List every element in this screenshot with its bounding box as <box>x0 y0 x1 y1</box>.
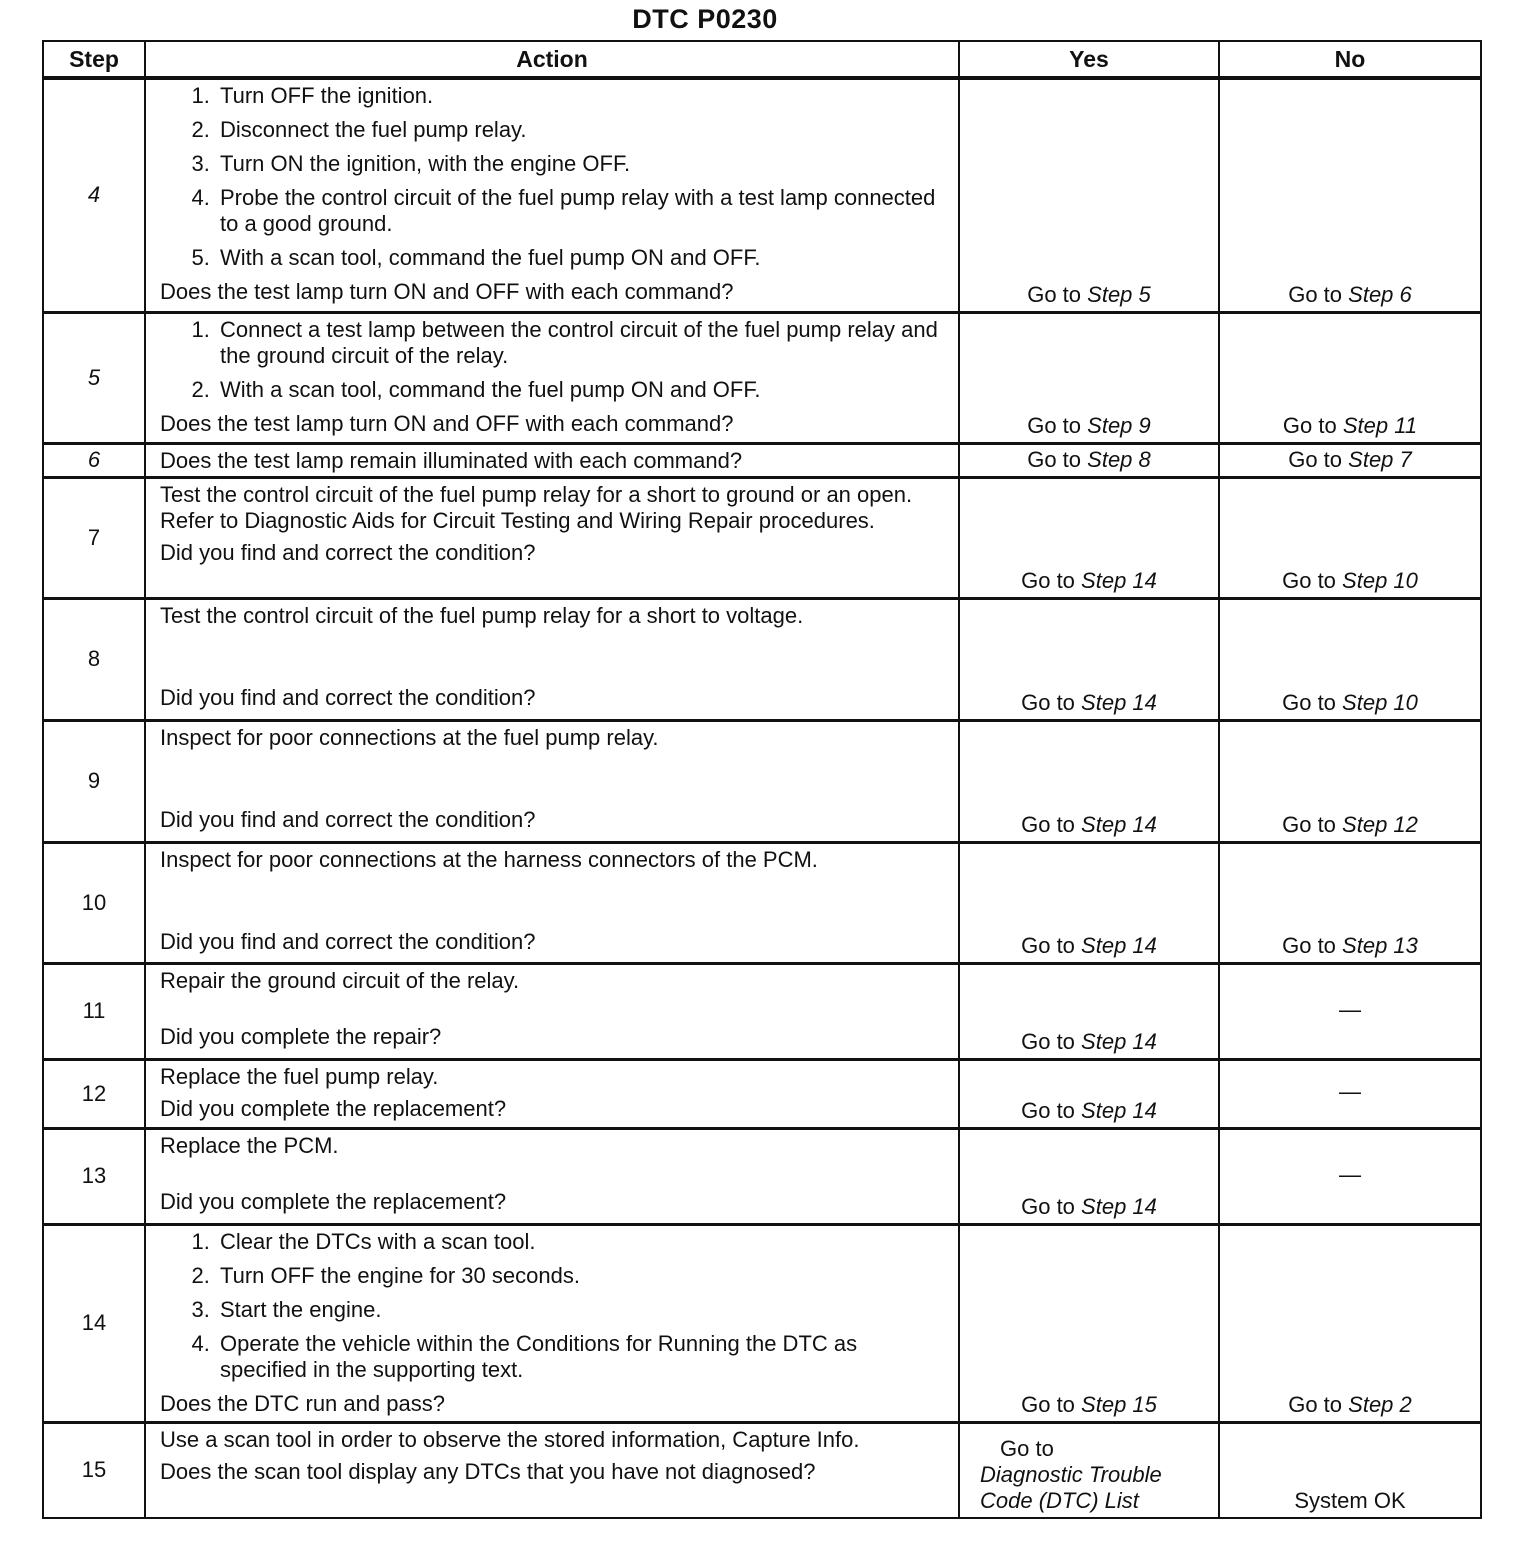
yes-step-link[interactable]: Step 5 <box>1087 281 1151 307</box>
action-cell <box>145 842 959 963</box>
action-cell <box>145 477 959 598</box>
action-cell <box>145 1224 959 1422</box>
go-to-label: Go to <box>1021 811 1075 837</box>
go-to-label: Go to <box>1021 567 1075 593</box>
step-number: 15 <box>43 1422 145 1518</box>
yes-cell <box>959 1128 1219 1224</box>
yes-step-link[interactable]: Step 15 <box>1081 1391 1157 1417</box>
yes-cell <box>959 598 1219 720</box>
table-row <box>43 312 1481 443</box>
action-cell <box>145 1422 959 1518</box>
table-row <box>43 1224 1481 1422</box>
yes-step-link[interactable]: Step 14 <box>1081 811 1157 837</box>
yes-cell <box>959 78 1219 312</box>
yes-cell <box>959 963 1219 1059</box>
action-cell <box>145 1059 959 1128</box>
go-to-label: Go to <box>1021 1193 1075 1219</box>
action-question: Does the DTC run and pass? <box>160 1390 445 1416</box>
list-item: 3. Turn ON the ignition, with the engine OFF. <box>216 151 946 177</box>
header-action: Action <box>145 41 959 78</box>
table-row <box>43 963 1481 1059</box>
go-to-label: Go to <box>1288 446 1343 472</box>
yes-cell <box>959 1224 1219 1422</box>
table-row <box>43 1059 1481 1128</box>
yes-step-link[interactable]: Step 14 <box>1081 932 1157 958</box>
yes-step-link[interactable]: Step 9 <box>1087 412 1151 438</box>
go-to-label: Go to <box>1288 281 1343 307</box>
action-cell <box>145 963 959 1059</box>
action-steps-list <box>160 1229 946 1383</box>
list-item: 5. With a scan tool, command the fuel pump ON and OFF. <box>216 245 946 271</box>
go-to-label: Go to <box>1021 1391 1075 1417</box>
yes-cell <box>959 312 1219 443</box>
no-step-link[interactable]: Step 10 <box>1342 567 1418 593</box>
yes-cell <box>959 443 1219 477</box>
action-text: Inspect for poor connections at the fuel pump relay. <box>160 724 659 750</box>
step-number: 4 <box>43 78 145 312</box>
step-number: 8 <box>43 598 145 720</box>
action-text: Inspect for poor connections at the harness connectors of the PCM. <box>160 846 818 872</box>
header-yes: Yes <box>959 41 1219 78</box>
no-cell <box>1219 312 1481 443</box>
action-question: Does the test lamp turn ON and OFF with each command? <box>160 410 734 436</box>
table-row <box>43 720 1481 842</box>
no-dash: — <box>1339 996 1361 1022</box>
go-to-label: Go to <box>1282 932 1336 958</box>
dtc-list-link[interactable]: Diagnostic Trouble Code (DTC) List <box>980 1462 1162 1513</box>
no-step-link[interactable]: Step 10 <box>1342 689 1418 715</box>
action-text: Test the control circuit of the fuel pump relay for a short to voltage. <box>160 602 804 628</box>
no-dash: — <box>1339 1161 1361 1187</box>
table-row <box>43 78 1481 312</box>
action-text: Replace the fuel pump relay. <box>160 1063 439 1089</box>
table-row <box>43 598 1481 720</box>
action-question: Did you find and correct the condition? <box>160 539 536 565</box>
go-to-label: Go to <box>1021 1028 1075 1054</box>
list-item: 2. Disconnect the fuel pump relay. <box>216 117 946 143</box>
go-to-label: Go to <box>1282 567 1336 593</box>
go-to-label: Go to <box>1288 1391 1343 1417</box>
step-number: 5 <box>43 312 145 443</box>
step-number: 6 <box>43 443 145 477</box>
no-step-link[interactable]: Step 7 <box>1348 446 1412 472</box>
action-question: Did you complete the replacement? <box>160 1095 507 1121</box>
no-cell <box>1219 1422 1481 1518</box>
step-number: 9 <box>43 720 145 842</box>
action-cell <box>145 312 959 443</box>
action-cell <box>145 443 959 477</box>
no-step-link[interactable]: Step 11 <box>1342 412 1418 438</box>
no-step-link[interactable]: Step 12 <box>1342 811 1418 837</box>
step-number: 12 <box>43 1059 145 1128</box>
step-number: 13 <box>43 1128 145 1224</box>
list-item: 2. With a scan tool, command the fuel pump ON and OFF. <box>216 377 946 403</box>
action-question: Did you complete the replacement? <box>160 1188 507 1214</box>
yes-cell <box>959 1422 1219 1518</box>
yes-cell <box>959 1059 1219 1128</box>
yes-step-link[interactable]: Step 14 <box>1081 689 1157 715</box>
go-to-label: Go to <box>1021 689 1075 715</box>
action-steps-list <box>160 317 946 403</box>
action-cell <box>145 78 959 312</box>
list-item: 1. Connect a test lamp between the control circuit of the fuel pump relay and the ground circuit of the relay. <box>216 317 946 369</box>
no-cell <box>1219 1128 1481 1224</box>
yes-cell <box>959 477 1219 598</box>
system-ok-label: System OK <box>1294 1488 1406 1513</box>
yes-cell <box>959 842 1219 963</box>
action-steps-list <box>160 83 946 271</box>
list-item: 3. Start the engine. <box>216 1297 946 1323</box>
header-no: No <box>1219 41 1481 78</box>
action-question: Did you complete the repair? <box>160 1023 442 1049</box>
table-row <box>43 842 1481 963</box>
table-row <box>43 477 1481 598</box>
yes-step-link[interactable]: Step 14 <box>1081 1193 1157 1219</box>
list-item: 1. Clear the DTCs with a scan tool. <box>216 1229 946 1255</box>
table-row <box>43 1422 1481 1518</box>
yes-step-link[interactable]: Step 8 <box>1087 446 1151 472</box>
diagnostic-table <box>42 40 1482 1519</box>
yes-step-link[interactable]: Step 14 <box>1081 1097 1157 1123</box>
no-cell <box>1219 842 1481 963</box>
yes-step-link[interactable]: Step 14 <box>1081 567 1157 593</box>
table-header-row <box>43 41 1481 78</box>
header-step: Step <box>43 41 145 78</box>
go-to-label: Go to <box>1000 1436 1054 1461</box>
step-number: 11 <box>43 963 145 1059</box>
action-cell <box>145 1128 959 1224</box>
list-item: 1. Turn OFF the ignition. <box>216 83 946 109</box>
go-to-label: Go to <box>1282 811 1336 837</box>
no-step-link[interactable]: Step 6 <box>1348 281 1412 307</box>
action-question: Did you find and correct the condition? <box>160 928 536 954</box>
no-cell <box>1219 477 1481 598</box>
step-number: 7 <box>43 477 145 598</box>
action-question: Did you find and correct the condition? <box>160 806 536 832</box>
go-to-label: Go to <box>1021 1097 1075 1123</box>
action-text: Replace the PCM. <box>160 1132 339 1158</box>
action-question: Does the test lamp remain illuminated with each command? <box>160 447 743 473</box>
no-step-link[interactable]: Step 13 <box>1342 932 1418 958</box>
go-to-label: Go to <box>1027 412 1082 438</box>
no-cell <box>1219 598 1481 720</box>
yes-cell <box>959 720 1219 842</box>
action-cell <box>145 720 959 842</box>
no-cell <box>1219 443 1481 477</box>
list-item: 4. Operate the vehicle within the Conditions for Running the DTC as specified in the supporting text. <box>216 1331 946 1383</box>
list-item: 2. Turn OFF the engine for 30 seconds. <box>216 1263 946 1289</box>
no-cell <box>1219 1059 1481 1128</box>
action-text: Repair the ground circuit of the relay. <box>160 967 520 993</box>
document-title: DTC P0230 <box>632 4 778 34</box>
action-question: Does the test lamp turn ON and OFF with each command? <box>160 279 734 304</box>
go-to-label: Go to <box>1282 412 1337 438</box>
go-to-label: Go to <box>1027 446 1082 472</box>
action-text: Use a scan tool in order to observe the stored information, Capture Info. <box>160 1426 860 1452</box>
table-row <box>43 443 1481 477</box>
step-number: 10 <box>43 842 145 963</box>
step-number: 14 <box>43 1224 145 1422</box>
no-cell <box>1219 963 1481 1059</box>
go-to-label: Go to <box>1282 689 1336 715</box>
no-cell <box>1219 78 1481 312</box>
list-item: 4. Probe the control circuit of the fuel pump relay with a test lamp connected to a good ground. <box>216 185 946 237</box>
no-cell <box>1219 720 1481 842</box>
action-cell <box>145 598 959 720</box>
table-row <box>43 1128 1481 1224</box>
yes-step-link[interactable]: Step 14 <box>1081 1028 1157 1054</box>
action-question: Does the scan tool display any DTCs that you have not diagnosed? <box>160 1458 816 1484</box>
no-cell <box>1219 1224 1481 1422</box>
action-text: Test the control circuit of the fuel pump relay for a short to ground or an open. Refer to Diagnostic Aids for Circuit Testing and Wiring Repair procedures. <box>160 481 913 533</box>
go-to-label: Go to <box>1027 281 1082 307</box>
go-to-label: Go to <box>1021 932 1075 958</box>
no-step-link[interactable]: Step 2 <box>1348 1391 1412 1417</box>
no-dash: — <box>1339 1079 1361 1104</box>
action-question: Did you find and correct the condition? <box>160 684 536 710</box>
